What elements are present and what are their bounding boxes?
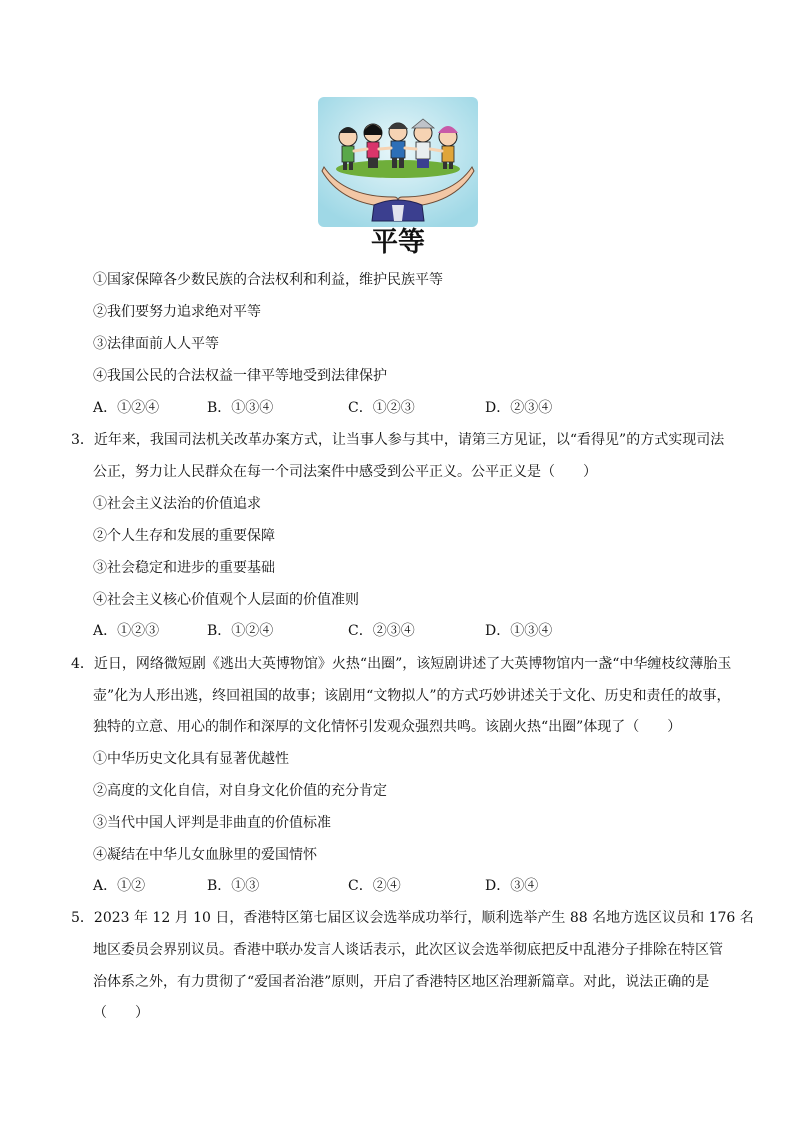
q5-stem-line-2: 地区委员会界别议员。香港中联办发言人谈话表示，此次区议会选举彻底把反中乱港分子排除在特区管 bbox=[93, 942, 723, 958]
equality-illustration bbox=[318, 97, 478, 227]
q4-option-1: ①中华历史文化具有显著优越性 bbox=[93, 751, 289, 767]
q3-option-4: ④社会主义核心价值观个人层面的价值准则 bbox=[93, 592, 359, 608]
q4-option-4: ④凝结在中华儿女血脉里的爱国情怀 bbox=[93, 847, 317, 863]
q3-option-1: ①社会主义法治的价值追求 bbox=[93, 496, 261, 512]
q2-choice-d[interactable]: D．②③④ bbox=[485, 400, 553, 416]
q4-stem-line-1: 4．近日，网络微短剧《逃出大英博物馆》火热“出圈”，该短剧讲述了大英博物馆内一盏“中华缠枝纹薄胎玉 bbox=[71, 656, 732, 672]
q2-option-2: ②我们要努力追求绝对平等 bbox=[93, 304, 261, 320]
q4-option-3: ③当代中国人评判是非曲直的价值标准 bbox=[93, 815, 331, 831]
q5-stem-line-4: （ ） bbox=[93, 1005, 149, 1021]
q3-choices bbox=[93, 621, 693, 641]
q2-choice-b[interactable]: B．①③④ bbox=[207, 400, 274, 416]
q2-choice-c[interactable]: C．①②③ bbox=[348, 400, 415, 416]
q3-stem-line-2: 公正，努力让人民群众在每一个司法案件中感受到公平正义。公平正义是（ ） bbox=[93, 464, 597, 480]
q3-option-2: ②个人生存和发展的重要保障 bbox=[93, 528, 275, 544]
illustration-caption: 平等 bbox=[371, 227, 425, 258]
q4-option-2: ②高度的文化自信，对自身文化价值的充分肯定 bbox=[93, 783, 387, 799]
q3-choice-b[interactable]: B．①②④ bbox=[207, 623, 274, 639]
q5-stem-line-1: 5．2023 年 12 月 10 日，香港特区第七届区议会选举成功举行，顺利选举产生 88 名地方选区议员和 176 名 bbox=[71, 910, 754, 926]
q4-choice-c[interactable]: C．②④ bbox=[348, 878, 401, 894]
q4-choice-d[interactable]: D．③④ bbox=[485, 878, 539, 894]
q2-choice-a[interactable]: A．①②④ bbox=[93, 400, 160, 416]
q3-option-3: ③社会稳定和进步的重要基础 bbox=[93, 560, 275, 576]
q2-option-3: ③法律面前人人平等 bbox=[93, 336, 219, 352]
q4-stem-line-2: 壶”化为人形出逃，终回祖国的故事；该剧用“文物拟人”的方式巧妙讲述关于文化、历史和责任的故事， bbox=[93, 688, 731, 704]
q3-choice-d[interactable]: D．①③④ bbox=[485, 623, 553, 639]
q3-choice-c[interactable]: C．②③④ bbox=[348, 623, 415, 639]
q4-choices bbox=[93, 876, 693, 896]
q2-choices bbox=[93, 398, 693, 418]
q3-stem-line-1: 3．近年来，我国司法机关改革办案方式，让当事人参与其中，请第三方见证，以“看得见”的方式实现司法 bbox=[71, 432, 725, 448]
q4-stem-line-3: 独特的立意、用心的制作和深厚的文化情怀引发观众强烈共鸣。该剧火热“出圈”体现了（ ） bbox=[93, 719, 682, 735]
q4-choice-a[interactable]: A．①② bbox=[93, 878, 146, 894]
q5-stem-line-3: 治体系之外，有力贯彻了“爱国者治港”原则，开启了香港特区地区治理新篇章。对此，说法正确的是 bbox=[93, 974, 710, 990]
q2-option-1: ①国家保障各少数民族的合法权利和利益，维护民族平等 bbox=[93, 272, 443, 288]
q3-choice-a[interactable]: A．①②③ bbox=[93, 623, 160, 639]
q4-choice-b[interactable]: B．①③ bbox=[207, 878, 260, 894]
hands-holding-people-icon bbox=[318, 97, 478, 227]
q2-option-4: ④我国公民的合法权益一律平等地受到法律保护 bbox=[93, 368, 387, 384]
